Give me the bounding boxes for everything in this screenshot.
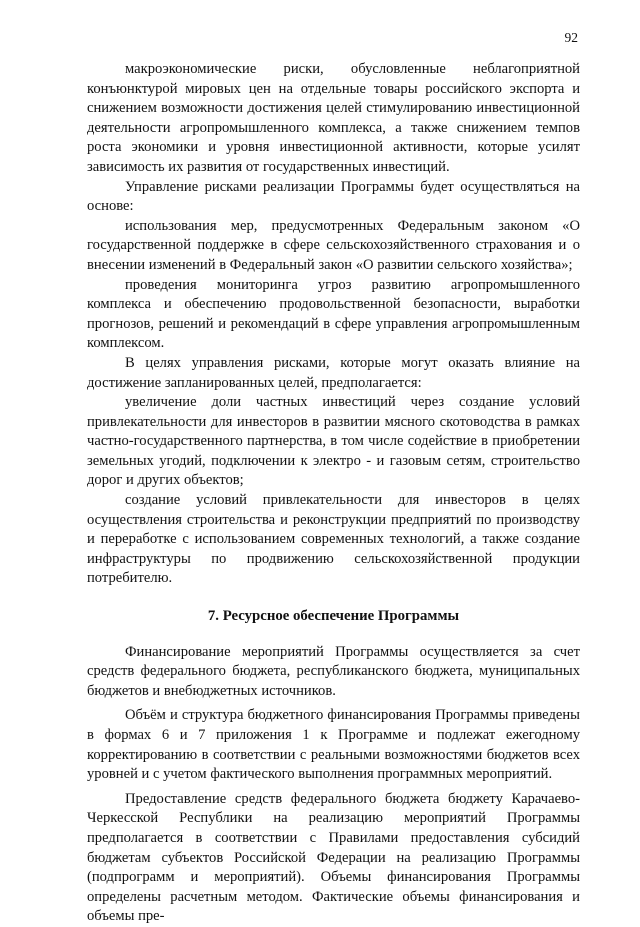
- paragraph-risks-macro: макроэкономические риски, обусловленные неблагоприятной конъюнктурой мировых цен на отдельные товары российского экспорта и снижением возможности достижения целей стимулированию инвестиционной деятельности агропромышленного комплекса, а также снижением темпов роста экономики и уровня инвестиционной активности, которые усилят зависимость их развития от государственных инвестиций.: [87, 61, 580, 175]
- paragraph-monitoring: проведения мониторинга угроз развитию агропромышленного комплекса и обеспечению продовольственной безопасности, выработки прогнозов, решений и рекомендаций в сфере управления агропромышленным комплексом.: [87, 276, 580, 352]
- paragraph-risk-management-basis: Управление рисками реализации Программы будет осуществляться на основе:: [87, 178, 580, 215]
- body-text: [87, 60, 580, 927]
- paragraph-federal-law-measures: использования мер, предусмотренных Федеральным законом «О государственной поддержке в сфере сельскохозяйственного страхования и о внесении изменений в Федеральный закон «О развитии сельского хозяйства»;: [87, 217, 580, 273]
- page-number: 92: [564, 30, 578, 45]
- paragraph-private-investment: увеличение доли частных инвестиций через создание условий привлекательности для инвесторов в развитии мясного скотоводства в рамках частно-государственного партнерства, в том числе содействие в приобретении земельных угодий, подключении к электро - и газовым сетям, строительство дорог и других объектов;: [87, 394, 580, 489]
- paragraph-risk-goals: В целях управления рисками, которые могут оказать влияние на достижение запланированных целей, предполагается:: [87, 354, 580, 391]
- paragraph-federal-funds: Предоставление средств федерального бюджета бюджету Карачаево-Черкесской Республики на реализацию мероприятий Программы предполагается в соответствии с Правилами предоставления субсидий бюджетам субъектов Российской Федерации на реализацию Программы (подпрограмм и мероприятий). Объемы финансирования Программы определены расчетным методом. Фактические объемы финансирования и объемы пре-: [87, 790, 580, 925]
- paragraph-budget-structure: Объём и структура бюджетного финансирования Программы приведены в формах 6 и 7 приложения 1 к Программе и подлежат ежегодному корректированию в соответствии с реальными возможностями бюджетов всех уровней и с учетом фактического выполнения программных мероприятий.: [87, 707, 580, 783]
- paragraph-financing-sources: Финансирование мероприятий Программы осуществляется за счет средств федерального бюджета, республиканского бюджета, муниципальных бюджетов и внебюджетных источников.: [87, 643, 580, 699]
- section-heading: 7. Ресурсное обеспечение Программы: [207, 608, 460, 625]
- paragraph-investor-conditions: создание условий привлекательности для инвесторов в целях осуществления строительства и реконструкции предприятий по производству и переработке с использованием современных технологий, а также создание инфраструктуры по продвижению сельскохозяйственной продукции потребителю.: [87, 492, 580, 587]
